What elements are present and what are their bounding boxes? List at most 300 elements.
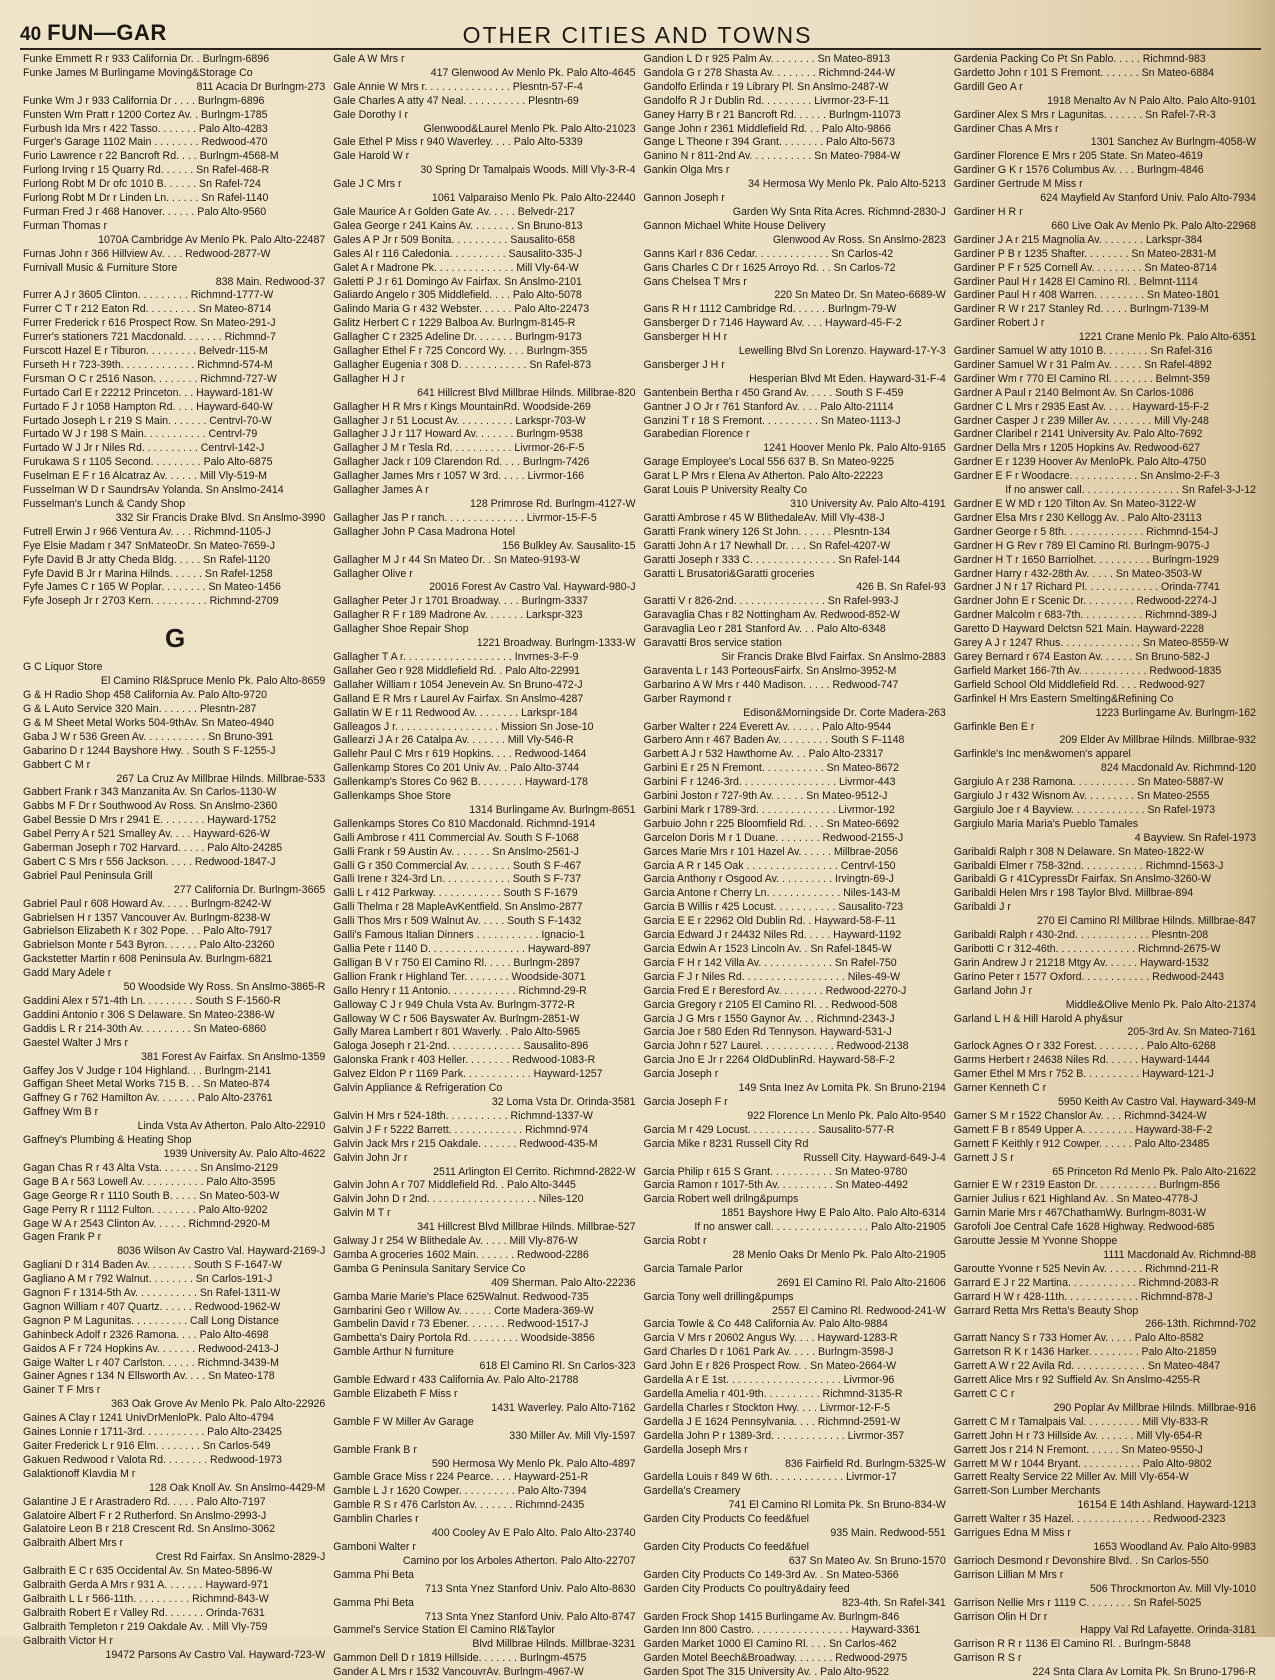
listing-entry: Garcia Jno E Jr r 2264 OldDublinRd. Hayward-58-F-2: [643, 1054, 895, 1067]
listing-entry: 32 Loma Vsta Dr. Orinda-3581: [491, 1095, 636, 1108]
listing-entry: Gantner J O Jr r 761 Stanford Av. . . . Palo Alto-21114: [643, 400, 894, 413]
listing-entry: Galet A r Madrone Pk. . . . . . . . . . . . . . Mill Vly-64-W: [333, 261, 579, 274]
listing-entry: Gange L Theone r 394 Grant. . . . . . . . Palo Alto-5673: [643, 136, 895, 149]
listing-entry: Gale Charles A atty 47 Neal. . . . . . . . . . . Plesntn-69: [333, 94, 579, 107]
listing-entry: Gage Perry R r 1112 Fulton. . . . . . . . Palo Alto-9202: [23, 1203, 268, 1216]
listing-entry: Garrard Retta Mrs Retta's Beauty Shop: [953, 1304, 1139, 1317]
listing-entry: Gamble Frank B r: [333, 1443, 417, 1456]
column-1: [20, 53, 330, 1661]
listing-entry: Garbarino A W Mrs r 440 Madison. . . . . Redwood-747: [643, 678, 899, 691]
listing-entry: 713 Snta Ynez Stanford Univ. Palo Alto-8630: [425, 1582, 636, 1595]
listing-entry: 409 Sherman. Palo Alto-22236: [491, 1276, 636, 1289]
listing-entry: Gardner E W MD r 120 Tilton Av. Sn Mateo-3122-W: [953, 498, 1196, 510]
listing-entry: Gallagher James Mrs r 1057 W 3rd. . . . . Livrmor-166: [333, 470, 585, 483]
listing-entry: Gaestel Walter J Mrs r: [23, 1036, 128, 1049]
listing-entry: Garcia Tony well drilling&pumps: [643, 1290, 794, 1303]
listing-entry: Gard John E r 826 Prospect Row. . Sn Mateo-2664-W: [643, 1360, 897, 1373]
listing-entry: Gambarini Geo r Willow Av. . . . . . Corte Madera-369-W: [333, 1304, 594, 1317]
listing-entry: G & M Sheet Metal Works 504-9thAv. Sn Mateo-4940: [23, 716, 274, 729]
listing-entry: Funke James M Burlingame Moving&Storage Co: [23, 66, 253, 79]
listing-entry: Funke Emmett R r 933 California Dr. . Burlngm-6896: [23, 53, 270, 65]
listing-entry: Garatti L Brusatori&Garatti groceries: [643, 567, 815, 580]
listing-entry: Gallagher Peter J r 1701 Broadway. . . . Burlngm-3337: [333, 595, 589, 608]
listing-entry: 1221 Crane Menlo Pk. Palo Alto-6351: [1078, 331, 1256, 344]
listing-entry: Gardenia Packing Co Pt Sn Pablo. . . . . Richmnd-983: [953, 53, 1206, 65]
listing-entry: Gallagher John P Casa Madrona Hotel: [333, 525, 516, 538]
listing-entry: Galbraith Templeton r 219 Oakdale Av. . Mill Vly-759: [23, 1620, 268, 1633]
listing-entry: Gardiner Chas A Mrs r: [953, 122, 1059, 135]
listing-entry: Linda Vsta Av Atherton. Palo Alto-22910: [137, 1120, 326, 1133]
listing-entry: Gallo Henry r 11 Antonio. . . . . . . . . . . . Richmnd-29-R: [333, 984, 587, 997]
listing-entry: If no answer call. . . . . . . . . . . . . . . . . Palo Alto-21905: [694, 1221, 946, 1234]
page-number: 40: [20, 24, 42, 45]
listing-entry: Gaddini Alex r 571-4th Ln. . . . . . . . . South S F-1560-R: [23, 995, 281, 1007]
listing-entry: Garibaldi G r 41CypressDr Fairfax. Sn Anslmo-3260-W: [953, 873, 1212, 886]
listing-entry: 2691 El Camino Rl. Palo Alto-21606: [776, 1276, 946, 1289]
listing-entry: Gale Annie W Mrs r. . . . . . . . . . . . . . . Plesntn-57-F-4: [333, 80, 583, 93]
listing-entry: G & L Auto Service 320 Main. . . . . . . Plesntn-287: [23, 702, 257, 715]
section-range: FUN—GAR: [47, 20, 167, 45]
listing-entry: Garcia Robt r: [643, 1235, 707, 1248]
listing-entry: Gans R H r 1112 Cambridge Rd. . . . . . Burlngm-79-W: [643, 303, 897, 316]
listing-entry: 1221 Broadway. Burlngm-1333-W: [476, 637, 636, 650]
listing-entry: Gardella A r E 1st. . . . . . . . . . . . . . . . . . . . Livrmor-96: [643, 1374, 895, 1387]
listing-entry: If no answer call. . . . . . . . . . . . . . . . . Sn Rafel-3-J-12: [1005, 484, 1256, 497]
listing-entry: Garabedian Florence r: [643, 428, 750, 441]
listing-entry: 224 Snta Clara Av Lomita Pk. Sn Bruno-1796-R: [1032, 1666, 1256, 1679]
listing-entry: 20016 Forest Av Castro Val. Hayward-980-J: [429, 581, 636, 594]
listing-entry: Garetto D Hayward Delctsn 521 Main. Hayward-2228: [953, 623, 1204, 636]
listing-entry: Gales Al r 116 Caledonia. . . . . . . . . . Sausalito-335-J: [333, 247, 583, 260]
listing-entry: Gallearzi J A r 26 Catalpa Av. . . . . . . Mill Vly-546-R: [333, 734, 574, 747]
listing-entry: Garavaglia Leo r 281 Stanford Av. . . Palo Alto-6348: [643, 623, 886, 636]
listing-entry: Gage B A r 563 Lowell Av. . . . . . . . . . . Palo Alto-3595: [23, 1175, 276, 1188]
listing-entry: Gales A P Jr r 509 Bonita. . . . . . . . . . Sausalito-658: [333, 233, 576, 246]
listing-entry: Garms Herbert r 24638 Niles Rd. . . . . . Hayward-1444: [953, 1054, 1210, 1067]
listing-entry: 28 Menlo Oaks Dr Menlo Pk. Palo Alto-21905: [732, 1248, 946, 1261]
listing-entry: Galatoire Leon B r 218 Crescent Rd. Sn Anslmo-3062: [23, 1523, 276, 1536]
listing-entry: Funke Wm J r 933 California Dr . . . . Burlngm-6896: [23, 94, 265, 107]
listing-entry: Gallagher Jack r 109 Clarendon Rd. . . . Burlngm-7426: [333, 456, 590, 469]
listing-entry: Fyfe David B Jr atty Cheda Bldg. . . . . Sn Rafel-1120: [23, 553, 271, 566]
listing-entry: Garbini Mark r 1789-3rd. . . . . . . . . . . . . . Livrmor-192: [643, 803, 895, 816]
listing-entry: Garden City Products Co 149-3rd Av. . Sn Mateo-5366: [643, 1568, 899, 1581]
listing-entry: Garin Andrew J r 21218 Mtgy Av. . . . . . Hayward-1532: [953, 956, 1209, 969]
listing-entry: Gardner C L Mrs r 2935 East Av. . . . . Hayward-15-F-2: [953, 400, 1210, 413]
listing-entry: 332 Sir Francis Drake Blvd. Sn Anslmo-3990: [115, 511, 326, 524]
listing-entry: Garibaldi Ralph r 430-2nd. . . . . . . . . . . . . Plesntn-208: [953, 929, 1209, 942]
listing-entry: 310 University Av. Palo Alto-4191: [790, 498, 946, 510]
listing-entry: 1223 Burlingame Av. Burlngm-162: [1095, 706, 1256, 719]
listing-entry: Furtado F J r 1058 Hampton Rd. . . . Hayward-640-W: [23, 400, 273, 413]
listing-entry: Galvin H Mrs r 524-18th. . . . . . . . . . . Richmnd-1337-W: [333, 1109, 593, 1122]
listing-entry: Fyfe James C r 165 W Poplar. . . . . . . . Sn Mateo-1456: [23, 581, 281, 594]
listing-entry: Furrer Frederick r 616 Prospect Row. Sn Mateo-291-J: [23, 317, 276, 330]
listing-entry: Garey Bernard r 674 Easton Av. . . . . . Sn Bruno-582-J: [953, 650, 1210, 663]
listing-entry: Garratt Nancy S r 733 Homer Av. . . . . Palo Alto-8582: [953, 1332, 1204, 1345]
listing-entry: Gannon Michael White House Delivery: [643, 219, 826, 232]
listing-entry: Gandolfo R J r Dublin Rd. . . . . . . . . Livrmor-23-F-11: [643, 94, 890, 107]
listing-entry: Gabbert C M r: [23, 758, 91, 771]
listing-entry: Galli Thos Mrs r 509 Walnut Av. . . . . South S F-1432: [333, 915, 582, 928]
listing-entry: Gardiner Paul H r 408 Warren. . . . . . . . . Sn Mateo-1801: [953, 289, 1220, 302]
listing-entry: Garber Raymond r: [643, 692, 732, 705]
listing-entry: Gallenkamps Shoe Store: [333, 790, 452, 803]
listing-entry: Galindo Maria G r 432 Webster. . . . . . Palo Alto-22473: [333, 303, 590, 316]
listing-entry: 5950 Keith Av Castro Val. Hayward-349-M: [1057, 1095, 1256, 1108]
listing-entry: Gamble Elizabeth F Miss r: [333, 1388, 458, 1400]
listing-entry: Gandola G r 278 Shasta Av. . . . . . . . Richmnd-244-W: [643, 66, 896, 79]
listing-entry: Gaidos A F r 724 Hopkins Av. . . . . . . Redwood-2413-J: [23, 1342, 279, 1355]
listing-entry: 713 Snta Ynez Stanford Univ. Palo Alto-8747: [425, 1610, 636, 1623]
listing-entry: Gabriel Paul r 608 Howard Av. . . . . Burlngm-8242-W: [23, 897, 272, 910]
listing-entry: Garrison Nellie Mrs r 1119 C. . . . . . . . Sn Rafel-5025: [953, 1596, 1202, 1609]
listing-entry: Lewelling Blvd Sn Lorenzo. Hayward-17-Y-3: [738, 345, 946, 358]
listing-entry: Galvin John Jr r: [333, 1151, 408, 1164]
listing-entry: Garcia M r 429 Locust. . . . . . . . . . . . Sausalito-577-R: [643, 1123, 895, 1136]
listing-entry: Furtado W J r 198 S Main. . . . . . . . . . . Centrvl-79: [23, 428, 258, 441]
listing-entry: Gaffney Wm B r: [23, 1106, 99, 1119]
listing-entry: 30 Spring Dr Tamalpais Woods. Mill Vly-3-R-4: [420, 164, 636, 177]
listing-entry: Gardner Elsa Mrs r 230 Kellogg Av. . Palo Alto-23113: [953, 511, 1202, 524]
listing-entry: Galloway C J r 949 Chula Vsta Av. Burlngm-3772-R: [333, 998, 575, 1011]
listing-entry: 400 Cooley Av E Palo Alto. Palo Alto-23740: [431, 1527, 636, 1540]
listing-entry: Garcia Gregory r 2105 El Camino Rl. . . Redwood-508: [643, 998, 898, 1011]
listing-entry: Gabrielsen H r 1357 Vancouver Av. Burlngm-8238-W: [23, 911, 271, 924]
listing-entry: Gaines Lonnie r 1711-3rd. . . . . . . . . . . Palo Alto-23425: [23, 1426, 282, 1439]
listing-entry: Gallenkamp Stores Co 201 Univ Av. . Palo Alto-3744: [333, 762, 580, 775]
listing-entry: Gakuen Redwood r Valota Rd. . . . . . . . Redwood-1973: [23, 1453, 282, 1466]
listing-entry: Garofoli Joe Central Cafe 1628 Highway. Redwood-685: [953, 1221, 1215, 1234]
listing-entry: Garbuio John r 225 Bloomfield Rd. . . . Sn Mateo-6692: [643, 817, 900, 830]
listing-entry: Gage W A r 2543 Clinton Av. . . . . . Richmnd-2920-M: [23, 1217, 270, 1230]
listing-entry: Middle&Olive Menlo Pk. Palo Alto-21374: [1065, 998, 1256, 1011]
listing-entry: Furnas John r 366 Hillview Av. . . . Redwood-2877-W: [23, 247, 271, 260]
listing-entry: Garrett John H r 73 Hillside Av. . . . . . . Mill Vly-654-R: [953, 1429, 1203, 1442]
listing-entry: Gallagher Olive r: [333, 567, 413, 580]
listing-entry: 341 Hillcrest Blvd Millbrae Hilnds. Millbrae-527: [417, 1221, 636, 1234]
listing-entry: Garrett Jos r 214 N Fremont. . . . . . Sn Mateo-9550-J: [953, 1443, 1203, 1456]
listing-entry: Galland E R Mrs r Laurel Av Fairfax. Sn Anslmo-4287: [333, 692, 584, 705]
listing-entry: Garibaldi J r: [953, 901, 1011, 914]
listing-entry: Fyfe David B Jr r Marina Hilnds. . . . . . Sn Rafel-1258: [23, 567, 273, 580]
listing-entry: 824 Macdonald Av. Richmnd-120: [1100, 762, 1256, 775]
listing-entry: Gallagher Jas P r ranch. . . . . . . . . . . . . . Livrmor-15-F-5: [333, 511, 597, 524]
listing-entry: Garcia J G Mrs r 1550 Gaynor Av. . . Richmnd-2343-J: [643, 1012, 895, 1025]
listing-entry: Garrison Lillian M Mrs r: [953, 1568, 1064, 1581]
listing-entry: Gardiner Florence E Mrs r 205 State. Sn Mateo-4619: [953, 150, 1203, 163]
listing-entry: 637 Sn Mateo Av. Sn Bruno-1570: [788, 1554, 946, 1567]
listing-entry: Gagan Chas R r 43 Alta Vsta. . . . . . . Sn Anslmo-2129: [23, 1161, 278, 1174]
listing-entry: Gallagher J J r 117 Howard Av. . . . . . . Burlngm-9538: [333, 428, 583, 441]
listing-entry: 1061 Valparaiso Menlo Pk. Palo Alto-22440: [431, 192, 636, 205]
listing-entry: Galloway W C r 506 Bayswater Av. Burlngm-2851-W: [333, 1012, 580, 1025]
listing-entry: Gallehr Paul C Mrs r 619 Hopkins. . . . Redwood-1464: [333, 748, 587, 761]
listing-entry: Garrett Realty Service 22 Miller Av. Mill Vly-654-W: [953, 1471, 1189, 1484]
listing-entry: Gardella Joseph Mrs r: [643, 1443, 748, 1456]
listing-entry: Galea George r 241 Kains Av. . . . . . . . Sn Bruno-813: [333, 219, 583, 232]
listing-entry: Gardiner Samuel W r 31 Palm Av. . . . . . Sn Rafel-4892: [953, 358, 1212, 371]
listing-entry: Garfield School Old Middlefield Rd. . . . Redwood-927: [953, 678, 1206, 691]
listing-entry: 1851 Bayshore Hwy E Palo Alto. Palo Alto-6314: [721, 1207, 946, 1220]
listing-entry: 1070A Cambridge Av Menlo Pk. Palo Alto-22487: [98, 233, 326, 246]
listing-entry: Gamble Grace Miss r 224 Pearce. . . . Hayward-251-R: [333, 1471, 589, 1484]
listing-entry: Gamma Phi Beta: [333, 1568, 414, 1581]
listing-entry: Garibaldi Ralph r 308 N Delaware. Sn Mateo-1822-W: [953, 845, 1204, 858]
listing-entry: 381 Forest Av Fairfax. Sn Anslmo-1359: [141, 1050, 326, 1063]
listing-entry: Garrett C M r Tamalpais Val. . . . . . . . . . Mill Vly-833-R: [953, 1415, 1209, 1428]
listing-entry: Gabrielson Monte r 543 Byron. . . . . . Palo Alto-23260: [23, 939, 275, 952]
listing-entry: Gallagher C r 2325 Adeline Dr. . . . . . . Burlngm-9173: [333, 331, 582, 344]
listing-entry: Gardiner P B r 1235 Shafter. . . . . . . . Sn Mateo-2831-M: [953, 247, 1217, 260]
listing-entry: Garrioch Desmond r Devonshire Blvd. . Sn Carlos-550: [953, 1554, 1209, 1567]
listing-entry: Camino por los Arboles Atherton. Palo Alto-22707: [402, 1554, 636, 1567]
listing-entry: Gallagher Eugenia r 308 D. . . . . . . . . . . . Sn Rafel-873: [333, 358, 592, 371]
listing-entry: Gallagher J M r Tesla Rd. . . . . . . . . . . Livrmor-26-F-5: [333, 442, 585, 455]
listing-entry: Galitz Herbert C r 1229 Balboa Av. Burlngm-8145-R: [333, 317, 576, 330]
listing-entry: Galetti P J r 61 Domingo Av Fairfax. Sn Anslmo-2101: [333, 275, 582, 288]
listing-entry: Garbini F r 1246-3rd. . . . . . . . . . . . . . . . . Livrmor-443: [643, 776, 896, 789]
listing-entry: Galbraith Robert E r Valley Rd. . . . . . . Orinda-7631: [23, 1606, 265, 1619]
listing-entry: Fyfe Joseph Jr r 2703 Kern. . . . . . . . . . Richmnd-2709: [23, 595, 279, 608]
listing-entry: Furscott Hazel E r Tiburon. . . . . . . . . Belvedr-115-M: [23, 345, 268, 358]
listing-entry: Garlock Agnes O r 332 Forest. . . . . . . . . Palo Alto-6268: [953, 1040, 1216, 1053]
listing-entry: Garrison R S r: [953, 1652, 1022, 1665]
listing-entry: 922 Florence Ln Menlo Pk. Palo Alto-9540: [747, 1109, 946, 1122]
listing-entry: Garcia Edwin A r 1523 Lincoln Av. . Sn Rafel-1845-W: [643, 943, 892, 955]
listing-entry: Gallion Frank r Highland Ter. . . . . . . . Woodside-3071: [333, 970, 586, 983]
listing-entry: Garoutte Yvonne r 525 Nevin Av. . . . . . . Richmnd-211-R: [953, 1262, 1219, 1275]
listing-entry: Garcia F H r 142 Villa Av. . . . . . . . . . . . . Sn Rafel-750: [643, 956, 897, 969]
listing-entry: Garcelon Doris M r 1 Duane. . . . . . . . Redwood-2155-J: [643, 831, 904, 844]
listing-entry: Gallagher Ethel F r 725 Concord Wy. . . . Burlngm-355: [333, 345, 588, 358]
listing-entry: 266-13th. Richmnd-702: [1145, 1318, 1256, 1331]
listing-entry: Fuselman E F r 16 Alcatraz Av. . . . . . Mill Vly-519-M: [23, 470, 267, 483]
listing-entry: Gallagher H R Mrs r Kings MountainRd. Woodside-269: [333, 400, 591, 413]
listing-entry: 1653 Woodland Av. Palo Alto-9983: [1093, 1540, 1256, 1553]
listing-entry: Furlong Robt M Dr r Linden Ln. . . . . . Sn Rafel-1140: [23, 192, 269, 205]
listing-entry: Garcia Joseph F r: [643, 1095, 728, 1108]
listing-entry: Garden Frock Shop 1415 Burlingame Av. Burlngm-846: [643, 1610, 900, 1623]
listing-entry: Garden City Products Co feed&fuel: [643, 1513, 809, 1526]
listing-entry: Garrett-Son Lumber Merchants: [953, 1485, 1101, 1498]
listing-entry: Galantine J E r Arastradero Rd. . . . . Palo Alto-7197: [23, 1495, 266, 1508]
listing-entry: Gaffigan Sheet Metal Works 715 B. . . Sn Mateo-874: [23, 1078, 270, 1091]
listing-entry: Garcia A R r 145 Oak . . . . . . . . . . . . . . . . Centrvl-150: [643, 859, 896, 872]
listing-entry: Garland L H & Hill Harold A phy&sur: [953, 1012, 1123, 1025]
listing-entry: Gallagher R F r 189 Madrone Av. . . . . . . Larkspr-323: [333, 609, 583, 622]
listing-entry: Galvin John D r 2nd. . . . . . . . . . . . . . . . . . . Niles-120: [333, 1193, 584, 1206]
listing-entry: Garrison R R r 1136 El Camino Rl. . Burlngm-5848: [953, 1638, 1191, 1651]
listing-entry: Garden City Products Co feed&fuel: [643, 1540, 809, 1553]
listing-entry: Gaige Walter L r 407 Carlston. . . . . . Richmnd-3439-M: [23, 1356, 279, 1369]
listing-entry: Galbraith Victor H r: [23, 1634, 113, 1647]
listing-entry: Gainer Agnes r 134 N Ellsworth Av. . . . Sn Mateo-178: [23, 1370, 275, 1383]
listing-entry: Garibotti C r 312-46th. . . . . . . . . . . . . . Richmnd-2675-W: [953, 943, 1221, 955]
listing-entry: 8036 Wilson Av Castro Val. Hayward-2169-J: [117, 1245, 326, 1258]
listing-entry: Gardner E r 1239 Hoover Av MenloPk. Palo Alto-4750: [953, 456, 1207, 469]
listing-entry: Sir Francis Drake Blvd Fairfax. Sn Anslmo-2883: [721, 650, 946, 663]
listing-entry: Garner Ethel M Mrs r 752 B. . . . . . . . . . Hayward-121-J: [953, 1068, 1214, 1081]
listing-entry: Galli Irene r 324-3rd Ln. . . . . . . . . . . . South S F-737: [333, 873, 582, 886]
listing-entry: Gard Charles D r 1061 Park Av. . . . . Burlngm-3598-J: [643, 1346, 894, 1359]
listing-entry: Gardiner H R r: [953, 205, 1023, 218]
listing-entry: Gamble F W Miller Av Garage: [333, 1415, 474, 1428]
listing-entry: Garcia Antone r Cherry Ln. . . . . . . . . . . . . Niles-143-M: [643, 887, 901, 900]
listing-entry: Gaddis L R r 214-30th Av. . . . . . . . . Sn Mateo-6860: [23, 1022, 266, 1035]
listing-entry: Funsten Wm Pratt r 1200 Cortez Av. . Burlngm-1785: [23, 108, 268, 121]
listing-entry: Gantenbein Bertha r 450 Grand Av. . . . . South S F-459: [643, 386, 904, 399]
listing-entry: Garcia Joe r 580 Eden Rd Tennyson. Hayward-531-J: [643, 1026, 892, 1039]
listing-entry: Gardetto John r 101 S Fremont. . . . . . . Sn Mateo-6884: [953, 66, 1215, 79]
listing-entry: Gagen Frank P r: [23, 1231, 102, 1244]
listing-entry: El Camino Rl&Spruce Menlo Pk. Palo Alto-8659: [100, 675, 326, 688]
listing-entry: Gamma Phi Beta: [333, 1596, 414, 1609]
listing-entry: Gallagher T A r. . . . . . . . . . . . . . . . . . . Invrnes-3-F-9: [333, 650, 579, 663]
listing-entry: Garden Market 1000 El Camino Rl. . . . Sn Carlos-462: [643, 1638, 897, 1651]
listing-entry: Crest Rd Fairfax. Sn Anslmo-2829-J: [155, 1551, 326, 1564]
listing-entry: Gansberger H H r: [643, 331, 728, 344]
listing-entry: Gale Dorothy I r: [333, 108, 409, 121]
listing-entry: Gamba Marie Marie's Place 625Walnut. Redwood-735: [333, 1290, 589, 1303]
listing-entry: 1939 University Av. Palo Alto-4622: [163, 1147, 326, 1160]
listing-entry: Gackstetter Martin r 608 Peninsula Av. Burlngm-6821: [23, 953, 273, 966]
listing-entry: Gallagher J r 51 Locust Av. . . . . . . . . . Larkspr-703-W: [333, 414, 586, 427]
listing-entry: 2511 Arlington El Cerrito. Richmnd-2822-W: [433, 1165, 636, 1178]
listing-entry: Ganey Harry B r 21 Bancroft Rd. . . . . . Burlngm-11073: [643, 108, 901, 121]
listing-entry: 1241 Hoover Menlo Pk. Palo Alto-9165: [763, 442, 946, 455]
listing-entry: 4 Bayview. Sn Rafel-1973: [1134, 831, 1256, 844]
listing-entry: Fusselman W D r SaundrsAv Yolanda. Sn Anslmo-2414: [23, 484, 284, 497]
listing-entry: Galli G r 350 Commercial Av. . . . . . . . South S F-467: [333, 859, 582, 872]
listing-entry: Garavatti Bros service station: [643, 637, 782, 650]
listing-entry: Gardella Charles r Stockton Hwy. . . . Livrmor-12-F-5: [643, 1401, 890, 1414]
listing-entry: Galaktionoff Klavdia M r: [23, 1467, 136, 1480]
listing-entry: Galli L r 412 Parkway. . . . . . . . . . . . South S F-1679: [333, 887, 578, 900]
listing-entry: Gallagher Shoe Repair Shop: [333, 623, 469, 636]
listing-entry: Garbett A J r 532 Hawthorne Av. . . Palo Alto-23317: [643, 748, 884, 761]
listing-entry: Garibaldi Elmer r 758-32nd. . . . . . . . . . . Richmnd-1563-J: [953, 859, 1224, 872]
listing-entry: Garcia Robert well drilng&pumps: [643, 1193, 799, 1206]
listing-entry: Galoga Joseph r 21-2nd. . . . . . . . . . . . . Sausalito-896: [333, 1040, 589, 1053]
listing-entry: Gankin Olga Mrs r: [643, 164, 730, 177]
listing-entry: Gardella Amelia r 401-9th. . . . . . . . . . Richmnd-3135-R: [643, 1388, 903, 1400]
listing-entry: Garrett A W r 22 Avila Rd. . . . . . . . . . . . . Sn Mateo-4847: [953, 1360, 1221, 1373]
listing-entry: 624 Mayfield Av Stanford Univ. Palo Alto-7934: [1040, 192, 1256, 205]
listing-entry: Gabarino D r 1244 Bayshore Hwy. . South S F-1255-J: [23, 744, 276, 757]
listing-entry: Garcia Philip r 615 S Grant. . . . . . . . . . . Sn Mateo-9780: [643, 1165, 908, 1178]
listing-entry: 290 Poplar Av Millbrae Hilnds. Millbrae-916: [1053, 1401, 1256, 1414]
listing-entry: Garden Inn 800 Castro. . . . . . . . . . . . . . . . . Hayward-3361: [643, 1624, 921, 1637]
listing-entry: Gaberman Joseph r 702 Harvard. . . . . Palo Alto-24285: [23, 842, 283, 855]
listing-entry: Gamblin Charles r: [333, 1513, 419, 1526]
listing-entry: Garatti V r 826-2nd. . . . . . . . . . . . . . . . Sn Rafel-993-J: [643, 595, 899, 608]
listing-entry: Russell City. Hayward-649-J-4: [803, 1151, 946, 1164]
listing-entry: Garoutte Jessie M Yvonne Shoppe: [953, 1235, 1118, 1248]
listing-entry: Garcia Anthony r Osgood Av. . . . . . . . . . Irvingtn-69-J: [643, 873, 894, 886]
listing-entry: Gallatin W E r 11 Redwood Av. . . . . . . . Larkspr-184: [333, 706, 578, 719]
listing-entry: Gamble Edward r 433 California Av. Palo Alto-21788: [333, 1374, 579, 1387]
listing-entry: Garrard H W r 428-11th. . . . . . . . . . . . . Richmnd-878-J: [953, 1290, 1213, 1303]
listing-entry: Furnivall Music & Furniture Store: [23, 261, 178, 274]
listing-entry: 836 Fairfield Rd. Burlngm-5325-W: [785, 1457, 946, 1470]
listing-entry: Garavaglia Chas r 82 Nottingham Av. Redwood-852-W: [643, 609, 900, 622]
listing-entry: Garatti Joseph r 333 C. . . . . . . . . . . . . . . Sn Rafel-144: [643, 553, 901, 566]
listing-entry: Gabel Bessie D Mrs r 2941 E. . . . . . . . Hayward-1752: [23, 814, 277, 827]
listing-entry: 220 Sn Mateo Dr. Sn Mateo-6689-W: [774, 289, 946, 302]
listing-entry: Gabrielson Elizabeth K r 302 Pope. . . Palo Alto-7917: [23, 925, 273, 938]
listing-entry: Galvin Jack Mrs r 215 Oakdale. . . . . . . Redwood-435-M: [333, 1137, 598, 1150]
listing-entry: Furukawa S r 1105 Second. . . . . . . . . Palo Alto-6875: [23, 456, 273, 469]
listing-entry: 811 Acacia Dr Burlngm-273: [196, 80, 326, 93]
listing-entry: Galvin Appliance & Refrigeration Co: [333, 1082, 503, 1095]
listing-entry: 641 Hillcrest Blvd Millbrae Hilnds. Millbrae-820: [417, 386, 636, 399]
listing-entry: Fusselman's Lunch & Candy Shop: [23, 498, 186, 510]
listing-entry: Gandolfo Erlinda r 19 Library Pl. Sn Anslmo-2487-W: [643, 80, 889, 93]
listing-entry: Garatti John A r 17 Newhall Dr. . . . Sn Rafel-4207-W: [643, 539, 891, 552]
listing-entry: Gallaher Geo r 928 Middlefield Rd. . Palo Alto-22991: [333, 664, 580, 677]
listing-entry: Gandion L D r 925 Palm Av. . . . . . . . Sn Mateo-8913: [643, 53, 891, 65]
listing-entry: Garrard E J r 22 Martina. . . . . . . . . . . . Richmnd-2083-R: [953, 1276, 1219, 1289]
listing-entry: Galatoire Albert F r 2 Rutherford. Sn Anslmo-2993-J: [23, 1509, 267, 1522]
listing-entry: Furlong Irving r 15 Quarry Rd. . . . . . Sn Rafel-468-R: [23, 164, 270, 177]
listing-entry: Gagliano A M r 792 Walnut. . . . . . . . Sn Carlos-191-J: [23, 1273, 273, 1286]
letter-heading: G: [165, 623, 186, 654]
listing-entry: Furbush Ida Mrs r 422 Tasso. . . . . . . Palo Alto-4283: [23, 122, 268, 135]
listing-entry: Galli Thelma r 28 MapleAvKentfield. Sn Anslmo-2877: [333, 901, 583, 914]
listing-entry: 19472 Parsons Av Castro Val. Hayward-723-W: [105, 1648, 326, 1661]
listing-entry: 1111 Macdonald Av. Richmnd-88: [1103, 1248, 1256, 1261]
listing-entry: Gallagher James A r: [333, 484, 429, 497]
listing-entry: Garaventa L r 143 PorteousFairfx. Sn Anslmo-3952-M: [643, 664, 897, 677]
listing-entry: 270 El Camino Rl Millbrae Hilnds. Millbrae-847: [1036, 915, 1256, 928]
listing-entry: Garnett J S r: [953, 1151, 1014, 1164]
listing-entry: Edison&Morningside Dr. Corte Madera-263: [743, 706, 946, 719]
listing-entry: Garcia Mike r 8231 Russell City Rd: [643, 1137, 809, 1150]
listing-entry: 660 Live Oak Av Menlo Pk. Palo Alto-22968: [1051, 219, 1256, 232]
listing-entry: Gansberger J H r: [643, 358, 725, 371]
listing-entry: 50 Woodside Wy Ross. Sn Anslmo-3865-R: [123, 981, 326, 994]
listing-entry: Garrigues Edna M Miss r: [953, 1527, 1071, 1540]
listing-entry: 1918 Menalto Av N Palo Alto. Palo Alto-9101: [1047, 94, 1256, 107]
listing-entry: Garrett C C r: [953, 1388, 1015, 1400]
listing-entry: Galleagos J r. . . . . . . . . . . . . . . . . . Mission Sn Jose-10: [333, 720, 594, 733]
listing-entry: Galli Ambrose r 411 Commercial Av. South S F-1068: [333, 831, 579, 844]
listing-entry: Fye Elsie Madam r 347 SnMateoDr. Sn Mateo-7659-J: [23, 539, 276, 552]
listing-entry: Garatti Ambrose r 45 W BlithedaleAv. Mill Vly-438-J: [643, 511, 885, 524]
listing-entry: Gale Harold W r: [333, 150, 410, 163]
listing-entry: 363 Oak Grove Av Menlo Pk. Palo Alto-22926: [111, 1398, 326, 1411]
listing-entry: Gardella Louis r 849 W 6th. . . . . . . . . . . . . Livrmor-17: [643, 1471, 897, 1484]
listing-entry: 205-3rd Av. Sn Mateo-7161: [1127, 1026, 1256, 1039]
listing-entry: 267 La Cruz Av Millbrae Hilnds. Millbrae-533: [116, 772, 326, 785]
listing-entry: Garretson R K r 1436 Harker. . . . . . . . . Palo Alto-21859: [953, 1346, 1217, 1359]
listing-entry: 1431 Waverley. Palo Alto-7162: [491, 1401, 636, 1414]
listing-entry: Gammel's Service Station El Camino Rl&Taylor: [333, 1624, 555, 1637]
listing-entry: Furrer's stationers 721 Macdonald. . . . . . . Richmnd-7: [23, 331, 276, 344]
listing-entry: Gardella's Creamery: [643, 1485, 741, 1498]
listing-entry: Garcia Tamale Parlor: [643, 1262, 743, 1275]
listing-entry: Gaiter Frederick L r 916 Elm. . . . . . . . Sn Carlos-549: [23, 1440, 271, 1452]
listing-entry: Gardiner J A r 215 Magnolia Av. . . . . . . . Larkspr-384: [953, 233, 1203, 246]
listing-entry: Happy Val Rd Lafayette. Orinda-3181: [1080, 1624, 1256, 1637]
listing-entry: Garatti Frank winery 126 St John. . . . . . Plesntn-134: [643, 525, 891, 538]
listing-entry: Garino Peter r 1577 Oxford. . . . . . . . . . . . Redwood-2443: [953, 970, 1225, 983]
listing-entry: Gabriel Paul Peninsula Grill: [23, 869, 153, 882]
listing-entry: Gabert C S Mrs r 556 Jackson. . . . . Redwood-1847-J: [23, 855, 276, 868]
listing-entry: Garner S M r 1522 Chanslor Av. . . . Richmnd-3424-W: [953, 1109, 1207, 1122]
listing-entry: Garnett F B r 8549 Upper A. . . . . . . . . Hayward-38-F-2: [953, 1123, 1213, 1136]
